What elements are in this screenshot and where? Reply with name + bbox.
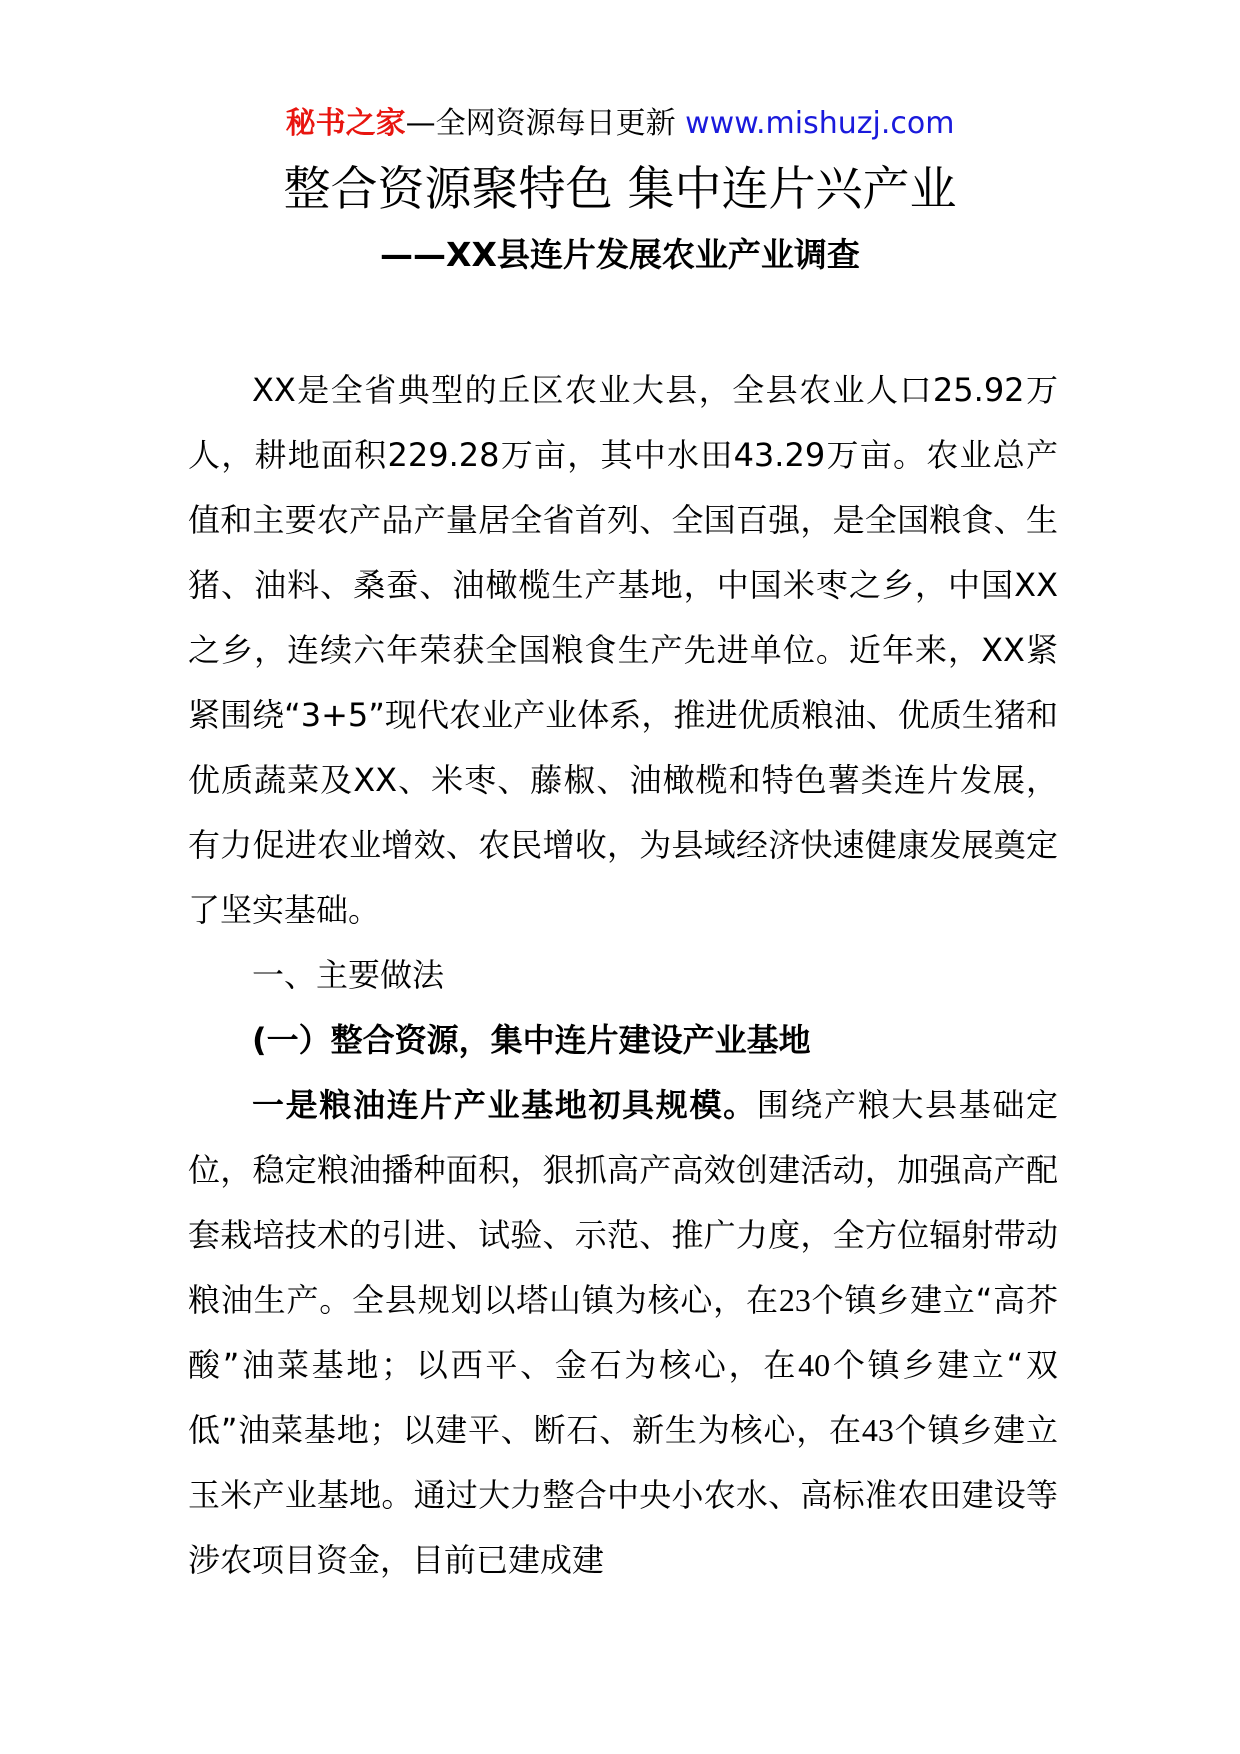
paragraph-text: 围绕产粮大县基础定位，稳定粮油播种面积，狠抓高产高效创建活动，加强高产配套栽培技术的引进、试验、示范、推广力度，全方位辐射带动粮油生产。全县规划以塔山镇为核心，在 <box>188 1086 1058 1319</box>
paragraph-text: 个镇乡建立“双低”油菜基地；以建平、断石、新生为核心，在 <box>188 1346 1058 1449</box>
town-count: 43 <box>861 1412 894 1448</box>
brand-name: 秘书之家 <box>285 106 406 141</box>
section-heading: 一、主要做法 <box>252 956 445 994</box>
paragraph-text: 个镇乡建立玉米产业基地。通过大力整合中央小农水、高标准农田建设等涉农项目资金，目前已建成建 <box>188 1411 1058 1579</box>
site-url-link[interactable]: www.mishuzj.com <box>685 106 955 141</box>
document-subtitle: ——XX县连片发展农业产业调查 <box>380 235 860 274</box>
document-body <box>188 358 1058 1593</box>
town-count: 40 <box>798 1347 831 1383</box>
paragraph-lead: 一是粮油连片产业基地初具规模。 <box>252 1086 757 1124</box>
intro-paragraph: XX是全省典型的丘区农业大县，全县农业人口25.92万人，耕地面积229.28万亩，其中水田43.29万亩。农业总产值和主要农产品产量居全省首列、全国百强，是全国粮食、生猪、油料、桑蚕、油橄榄生产基地，中国米枣之乡，中国XX之乡，连续六年荣获全国粮食生产先进单位。近年来，XX紧紧围绕“3+5”现代农业产业体系，推进优质粮油、优质生猪和优质蔬菜及XX、米枣、藤椒、油橄榄和特色薯类连片发展，有力促进农业增效、农民增收，为县域经济快速健康发展奠定了坚实基础。 <box>188 371 1058 929</box>
document-title: 整合资源聚特色 集中连片兴产业 <box>283 162 957 217</box>
header-tagline: —全网资源每日更新 <box>405 106 686 141</box>
body-paragraph <box>188 1073 1058 1593</box>
paragraph-text: 个镇乡建立“高芥酸”油菜基地；以西平、金石为核心，在 <box>188 1281 1058 1384</box>
subsection-heading: (一）整合资源，集中连片建设产业基地 <box>252 1021 811 1059</box>
town-count: 23 <box>778 1282 811 1318</box>
site-header <box>0 102 1240 146</box>
